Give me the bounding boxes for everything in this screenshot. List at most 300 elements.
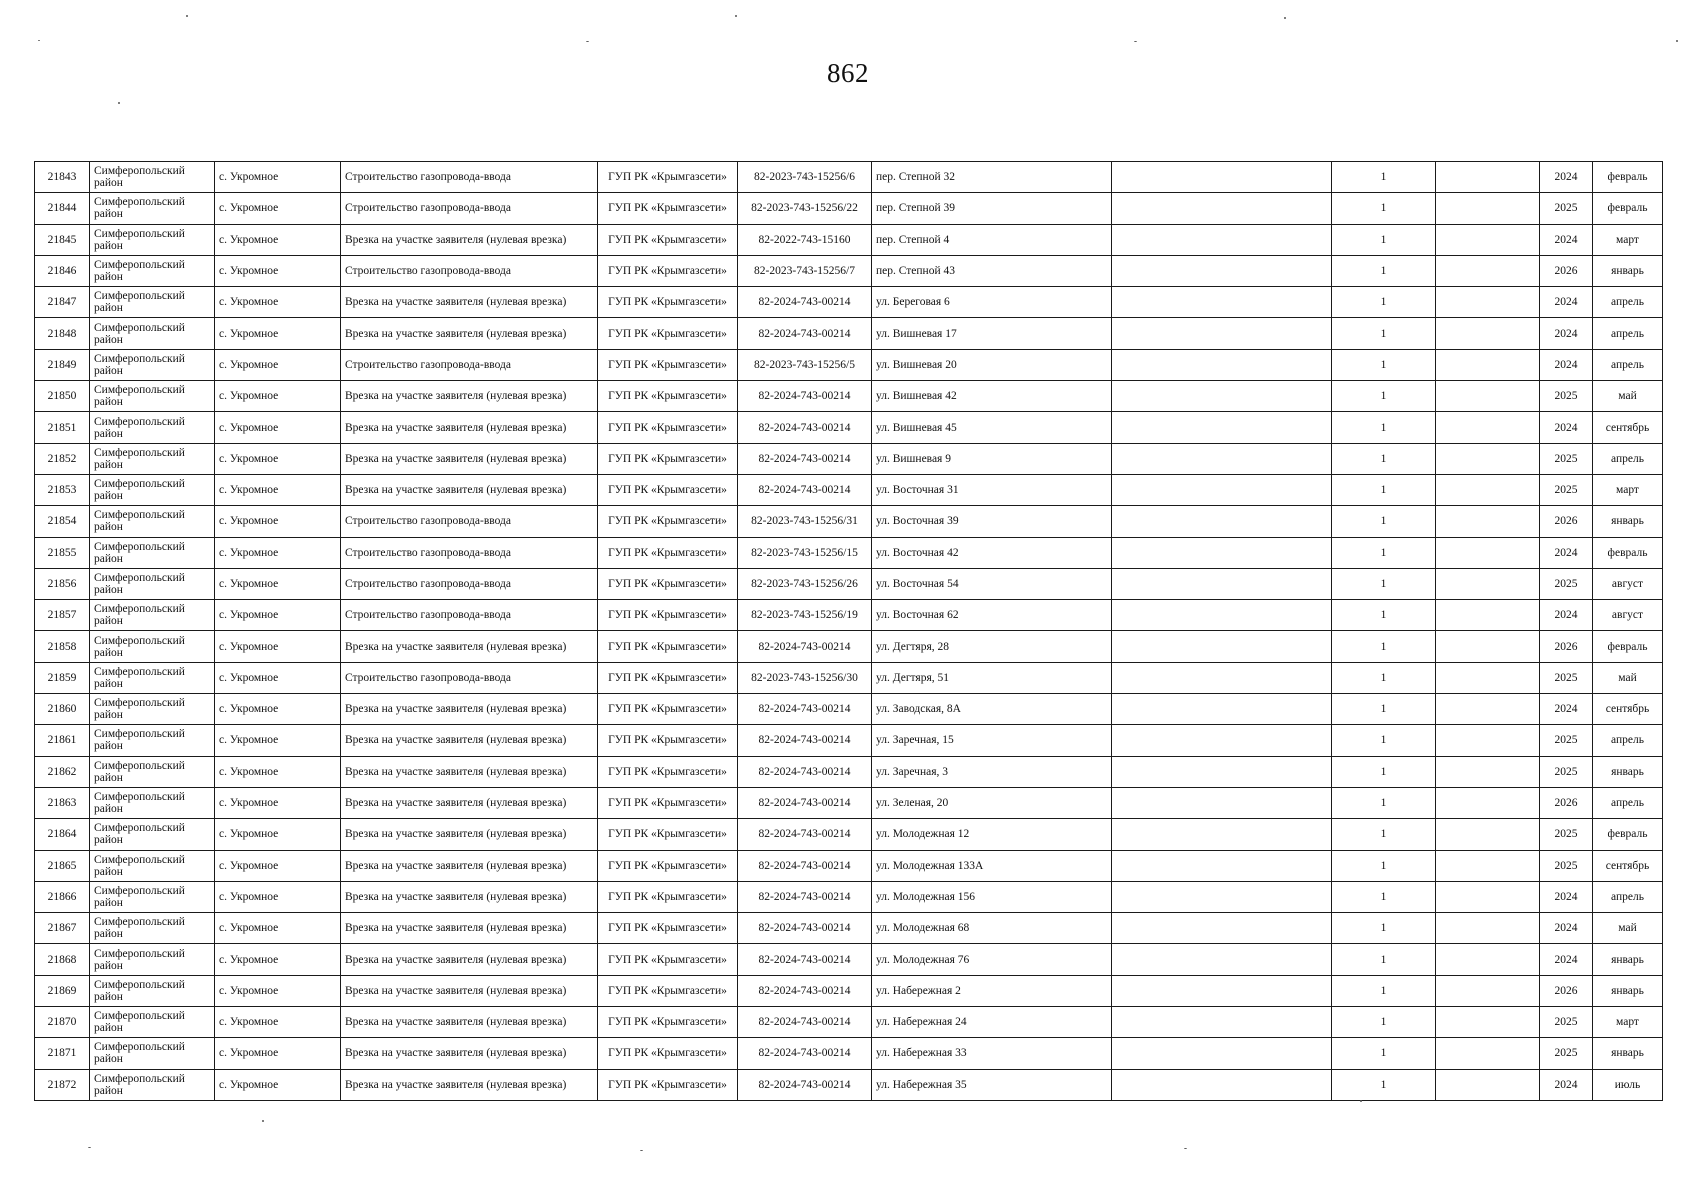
district-cell: Симферопольский район [90,725,215,756]
locality-cell: с. Укромное [215,850,341,881]
district-cell: Симферопольский район [90,631,215,662]
project-code-cell: 82-2024-743-00214 [738,381,872,412]
empty-cell [1436,443,1540,474]
address-cell: пер. Степной 39 [872,193,1112,224]
project-code-cell: 82-2024-743-00214 [738,944,872,975]
row-number-cell: 21852 [35,443,90,474]
organization-cell: ГУП РК «Крымгазсети» [598,944,738,975]
work-type-cell: Врезка на участке заявителя (нулевая врезка) [341,381,598,412]
empty-cell [1436,474,1540,505]
work-type-cell: Врезка на участке заявителя (нулевая врезка) [341,287,598,318]
project-code-cell: 82-2024-743-00214 [738,412,872,443]
quantity-cell: 1 [1332,600,1436,631]
year-cell: 2026 [1540,787,1593,818]
row-number-cell: 21856 [35,568,90,599]
locality-cell: с. Укромное [215,600,341,631]
year-cell: 2024 [1540,537,1593,568]
address-cell: ул. Молодежная 156 [872,881,1112,912]
work-type-cell: Строительство газопровода-ввода [341,662,598,693]
table-row [35,756,1663,787]
address-cell: ул. Береговая 6 [872,287,1112,318]
district-cell: Симферопольский район [90,600,215,631]
address-cell: ул. Молодежная 133А [872,850,1112,881]
work-type-cell: Врезка на участке заявителя (нулевая врезка) [341,725,598,756]
district-cell: Симферопольский район [90,913,215,944]
empty-cell [1436,913,1540,944]
empty-cell [1436,224,1540,255]
table-row [35,662,1663,693]
table-row [35,1069,1663,1100]
empty-cell [1436,287,1540,318]
year-cell: 2026 [1540,506,1593,537]
address-cell: пер. Степной 43 [872,255,1112,286]
address-cell: ул. Молодежная 68 [872,913,1112,944]
project-code-cell: 82-2024-743-00214 [738,287,872,318]
work-type-cell: Врезка на участке заявителя (нулевая врезка) [341,631,598,662]
year-cell: 2025 [1540,1007,1593,1038]
year-cell: 2025 [1540,756,1593,787]
month-cell: март [1593,224,1663,255]
quantity-cell: 1 [1332,506,1436,537]
month-cell: август [1593,568,1663,599]
month-cell: март [1593,1007,1663,1038]
row-number-cell: 21850 [35,381,90,412]
district-cell: Симферопольский район [90,506,215,537]
address-cell: ул. Набережная 2 [872,975,1112,1006]
month-cell: апрель [1593,725,1663,756]
month-cell: май [1593,381,1663,412]
organization-cell: ГУП РК «Крымгазсети» [598,381,738,412]
address-cell: ул. Дегтяря, 51 [872,662,1112,693]
empty-cell [1112,474,1332,505]
scan-speck [38,40,40,41]
address-cell: ул. Набережная 35 [872,1069,1112,1100]
district-cell: Симферопольский район [90,881,215,912]
row-number-cell: 21855 [35,537,90,568]
quantity-cell: 1 [1332,412,1436,443]
quantity-cell: 1 [1332,1069,1436,1100]
table-row [35,819,1663,850]
empty-cell [1112,318,1332,349]
table-row [35,224,1663,255]
locality-cell: с. Укромное [215,1038,341,1069]
row-number-cell: 21869 [35,975,90,1006]
empty-cell [1112,975,1332,1006]
locality-cell: с. Укромное [215,881,341,912]
organization-cell: ГУП РК «Крымгазсети» [598,819,738,850]
year-cell: 2025 [1540,193,1593,224]
work-type-cell: Строительство газопровода-ввода [341,600,598,631]
work-type-cell: Врезка на участке заявителя (нулевая врезка) [341,756,598,787]
table-row [35,381,1663,412]
address-cell: ул. Молодежная 12 [872,819,1112,850]
quantity-cell: 1 [1332,725,1436,756]
organization-cell: ГУП РК «Крымгазсети» [598,162,738,193]
empty-cell [1436,193,1540,224]
table-row [35,349,1663,380]
register-table-body [35,162,1663,1101]
quantity-cell: 1 [1332,568,1436,599]
page-number: 862 [827,58,869,88]
project-code-cell: 82-2024-743-00214 [738,881,872,912]
table-row [35,600,1663,631]
locality-cell: с. Укромное [215,662,341,693]
quantity-cell: 1 [1332,1007,1436,1038]
work-type-cell: Врезка на участке заявителя (нулевая врезка) [341,850,598,881]
organization-cell: ГУП РК «Крымгазсети» [598,662,738,693]
empty-cell [1436,1007,1540,1038]
table-row [35,694,1663,725]
work-type-cell: Строительство газопровода-ввода [341,349,598,380]
table-row [35,913,1663,944]
district-cell: Симферопольский район [90,975,215,1006]
register-table [34,161,1663,1101]
month-cell: апрель [1593,881,1663,912]
district-cell: Симферопольский район [90,287,215,318]
quantity-cell: 1 [1332,662,1436,693]
scan-speck [88,1147,91,1148]
empty-cell [1112,1007,1332,1038]
organization-cell: ГУП РК «Крымгазсети» [598,694,738,725]
empty-cell [1436,881,1540,912]
row-number-cell: 21846 [35,255,90,286]
empty-cell [1112,600,1332,631]
locality-cell: с. Укромное [215,474,341,505]
organization-cell: ГУП РК «Крымгазсети» [598,1038,738,1069]
month-cell: апрель [1593,443,1663,474]
address-cell: ул. Восточная 31 [872,474,1112,505]
locality-cell: с. Укромное [215,255,341,286]
empty-cell [1112,381,1332,412]
address-cell: ул. Вишневая 42 [872,381,1112,412]
empty-cell [1112,631,1332,662]
empty-cell [1436,381,1540,412]
district-cell: Симферопольский район [90,1038,215,1069]
locality-cell: с. Укромное [215,1069,341,1100]
year-cell: 2025 [1540,568,1593,599]
address-cell: пер. Степной 4 [872,224,1112,255]
year-cell: 2025 [1540,850,1593,881]
project-code-cell: 82-2023-743-15256/5 [738,349,872,380]
empty-cell [1436,349,1540,380]
project-code-cell: 82-2024-743-00214 [738,975,872,1006]
quantity-cell: 1 [1332,255,1436,286]
scan-speck [1676,40,1678,42]
locality-cell: с. Укромное [215,506,341,537]
year-cell: 2026 [1540,975,1593,1006]
organization-cell: ГУП РК «Крымгазсети» [598,881,738,912]
row-number-cell: 21862 [35,756,90,787]
organization-cell: ГУП РК «Крымгазсети» [598,349,738,380]
quantity-cell: 1 [1332,443,1436,474]
empty-cell [1112,443,1332,474]
address-cell: ул. Восточная 39 [872,506,1112,537]
locality-cell: с. Укромное [215,975,341,1006]
address-cell: ул. Вишневая 9 [872,443,1112,474]
row-number-cell: 21866 [35,881,90,912]
row-number-cell: 21858 [35,631,90,662]
table-row [35,1038,1663,1069]
project-code-cell: 82-2024-743-00214 [738,631,872,662]
row-number-cell: 21857 [35,600,90,631]
work-type-cell: Строительство газопровода-ввода [341,537,598,568]
quantity-cell: 1 [1332,318,1436,349]
row-number-cell: 21872 [35,1069,90,1100]
project-code-cell: 82-2024-743-00214 [738,318,872,349]
table-row [35,193,1663,224]
row-number-cell: 21843 [35,162,90,193]
empty-cell [1436,662,1540,693]
project-code-cell: 82-2024-743-00214 [738,756,872,787]
work-type-cell: Врезка на участке заявителя (нулевая врезка) [341,224,598,255]
project-code-cell: 82-2024-743-00214 [738,819,872,850]
organization-cell: ГУП РК «Крымгазсети» [598,224,738,255]
work-type-cell: Врезка на участке заявителя (нулевая врезка) [341,1007,598,1038]
scan-speck [586,41,589,42]
month-cell: январь [1593,944,1663,975]
project-code-cell: 82-2023-743-15256/31 [738,506,872,537]
work-type-cell: Строительство газопровода-ввода [341,506,598,537]
month-cell: апрель [1593,318,1663,349]
scan-speck [1184,1148,1187,1149]
empty-cell [1112,255,1332,286]
organization-cell: ГУП РК «Крымгазсети» [598,725,738,756]
district-cell: Симферопольский район [90,787,215,818]
month-cell: январь [1593,756,1663,787]
month-cell: апрель [1593,287,1663,318]
row-number-cell: 21867 [35,913,90,944]
locality-cell: с. Укромное [215,1007,341,1038]
work-type-cell: Строительство газопровода-ввода [341,568,598,599]
year-cell: 2024 [1540,412,1593,443]
quantity-cell: 1 [1332,787,1436,818]
row-number-cell: 21868 [35,944,90,975]
empty-cell [1436,255,1540,286]
year-cell: 2024 [1540,694,1593,725]
year-cell: 2024 [1540,944,1593,975]
table-row [35,537,1663,568]
work-type-cell: Врезка на участке заявителя (нулевая врезка) [341,944,598,975]
month-cell: май [1593,662,1663,693]
table-row [35,631,1663,662]
year-cell: 2025 [1540,819,1593,850]
quantity-cell: 1 [1332,537,1436,568]
quantity-cell: 1 [1332,756,1436,787]
year-cell: 2024 [1540,881,1593,912]
year-cell: 2025 [1540,662,1593,693]
empty-cell [1112,162,1332,193]
year-cell: 2024 [1540,318,1593,349]
organization-cell: ГУП РК «Крымгазсети» [598,412,738,443]
district-cell: Симферопольский район [90,318,215,349]
row-number-cell: 21853 [35,474,90,505]
organization-cell: ГУП РК «Крымгазсети» [598,506,738,537]
work-type-cell: Врезка на участке заявителя (нулевая врезка) [341,975,598,1006]
empty-cell [1436,506,1540,537]
table-row [35,725,1663,756]
address-cell: ул. Зеленая, 20 [872,787,1112,818]
project-code-cell: 82-2023-743-15256/6 [738,162,872,193]
month-cell: февраль [1593,162,1663,193]
project-code-cell: 82-2024-743-00214 [738,1007,872,1038]
project-code-cell: 82-2023-743-15256/22 [738,193,872,224]
locality-cell: с. Укромное [215,412,341,443]
district-cell: Симферопольский район [90,474,215,505]
quantity-cell: 1 [1332,944,1436,975]
year-cell: 2026 [1540,631,1593,662]
work-type-cell: Врезка на участке заявителя (нулевая врезка) [341,1069,598,1100]
empty-cell [1436,944,1540,975]
month-cell: апрель [1593,787,1663,818]
organization-cell: ГУП РК «Крымгазсети» [598,850,738,881]
empty-cell [1436,850,1540,881]
address-cell: ул. Восточная 42 [872,537,1112,568]
empty-cell [1112,287,1332,318]
table-row [35,162,1663,193]
locality-cell: с. Укромное [215,913,341,944]
month-cell: май [1593,913,1663,944]
month-cell: февраль [1593,819,1663,850]
empty-cell [1436,318,1540,349]
empty-cell [1112,694,1332,725]
locality-cell: с. Укромное [215,725,341,756]
month-cell: апрель [1593,349,1663,380]
work-type-cell: Строительство газопровода-ввода [341,255,598,286]
empty-cell [1436,819,1540,850]
table-row [35,443,1663,474]
year-cell: 2024 [1540,349,1593,380]
organization-cell: ГУП РК «Крымгазсети» [598,631,738,662]
quantity-cell: 1 [1332,913,1436,944]
district-cell: Симферопольский район [90,694,215,725]
table-row [35,255,1663,286]
work-type-cell: Врезка на участке заявителя (нулевая врезка) [341,787,598,818]
work-type-cell: Врезка на участке заявителя (нулевая врезка) [341,474,598,505]
scan-speck [1284,17,1286,19]
empty-cell [1436,975,1540,1006]
organization-cell: ГУП РК «Крымгазсети» [598,975,738,1006]
locality-cell: с. Укромное [215,349,341,380]
quantity-cell: 1 [1332,474,1436,505]
locality-cell: с. Укромное [215,694,341,725]
project-code-cell: 82-2022-743-15160 [738,224,872,255]
empty-cell [1112,913,1332,944]
year-cell: 2025 [1540,381,1593,412]
locality-cell: с. Укромное [215,443,341,474]
year-cell: 2024 [1540,1069,1593,1100]
month-cell: февраль [1593,537,1663,568]
table-row [35,881,1663,912]
year-cell: 2025 [1540,725,1593,756]
project-code-cell: 82-2024-743-00214 [738,694,872,725]
month-cell: сентябрь [1593,412,1663,443]
locality-cell: с. Укромное [215,568,341,599]
month-cell: февраль [1593,193,1663,224]
empty-cell [1436,756,1540,787]
locality-cell: с. Укромное [215,318,341,349]
month-cell: март [1593,474,1663,505]
project-code-cell: 82-2024-743-00214 [738,1038,872,1069]
district-cell: Симферопольский район [90,412,215,443]
row-number-cell: 21849 [35,349,90,380]
address-cell: ул. Восточная 62 [872,600,1112,631]
district-cell: Симферопольский район [90,443,215,474]
address-cell: ул. Вишневая 17 [872,318,1112,349]
project-code-cell: 82-2023-743-15256/26 [738,568,872,599]
district-cell: Симферопольский район [90,850,215,881]
row-number-cell: 21860 [35,694,90,725]
project-code-cell: 82-2024-743-00214 [738,725,872,756]
work-type-cell: Врезка на участке заявителя (нулевая врезка) [341,318,598,349]
row-number-cell: 21863 [35,787,90,818]
quantity-cell: 1 [1332,224,1436,255]
district-cell: Симферопольский район [90,756,215,787]
locality-cell: с. Укромное [215,787,341,818]
district-cell: Симферопольский район [90,381,215,412]
quantity-cell: 1 [1332,975,1436,1006]
locality-cell: с. Укромное [215,756,341,787]
empty-cell [1112,881,1332,912]
district-cell: Симферопольский район [90,255,215,286]
empty-cell [1436,694,1540,725]
quantity-cell: 1 [1332,819,1436,850]
row-number-cell: 21854 [35,506,90,537]
work-type-cell: Врезка на участке заявителя (нулевая врезка) [341,443,598,474]
work-type-cell: Врезка на участке заявителя (нулевая врезка) [341,694,598,725]
table-row [35,506,1663,537]
project-code-cell: 82-2023-743-15256/15 [738,537,872,568]
year-cell: 2024 [1540,224,1593,255]
work-type-cell: Врезка на участке заявителя (нулевая врезка) [341,819,598,850]
row-number-cell: 21870 [35,1007,90,1038]
district-cell: Симферопольский район [90,193,215,224]
empty-cell [1436,162,1540,193]
work-type-cell: Врезка на участке заявителя (нулевая врезка) [341,913,598,944]
quantity-cell: 1 [1332,162,1436,193]
district-cell: Симферопольский район [90,224,215,255]
row-number-cell: 21861 [35,725,90,756]
project-code-cell: 82-2024-743-00214 [738,443,872,474]
row-number-cell: 21848 [35,318,90,349]
scan-speck [640,1150,643,1151]
table-row [35,787,1663,818]
row-number-cell: 21864 [35,819,90,850]
empty-cell [1112,193,1332,224]
address-cell: пер. Степной 32 [872,162,1112,193]
quantity-cell: 1 [1332,694,1436,725]
district-cell: Симферопольский район [90,1069,215,1100]
locality-cell: с. Укромное [215,631,341,662]
project-code-cell: 82-2024-743-00214 [738,850,872,881]
locality-cell: с. Укромное [215,224,341,255]
table-row [35,287,1663,318]
quantity-cell: 1 [1332,1038,1436,1069]
locality-cell: с. Укромное [215,537,341,568]
row-number-cell: 21847 [35,287,90,318]
organization-cell: ГУП РК «Крымгазсети» [598,1069,738,1100]
empty-cell [1112,568,1332,599]
year-cell: 2024 [1540,162,1593,193]
empty-cell [1112,412,1332,443]
district-cell: Симферопольский район [90,1007,215,1038]
address-cell: ул. Восточная 54 [872,568,1112,599]
month-cell: февраль [1593,631,1663,662]
address-cell: ул. Вишневая 20 [872,349,1112,380]
locality-cell: с. Укромное [215,944,341,975]
project-code-cell: 82-2024-743-00214 [738,787,872,818]
empty-cell [1436,568,1540,599]
address-cell: ул. Заречная, 15 [872,725,1112,756]
